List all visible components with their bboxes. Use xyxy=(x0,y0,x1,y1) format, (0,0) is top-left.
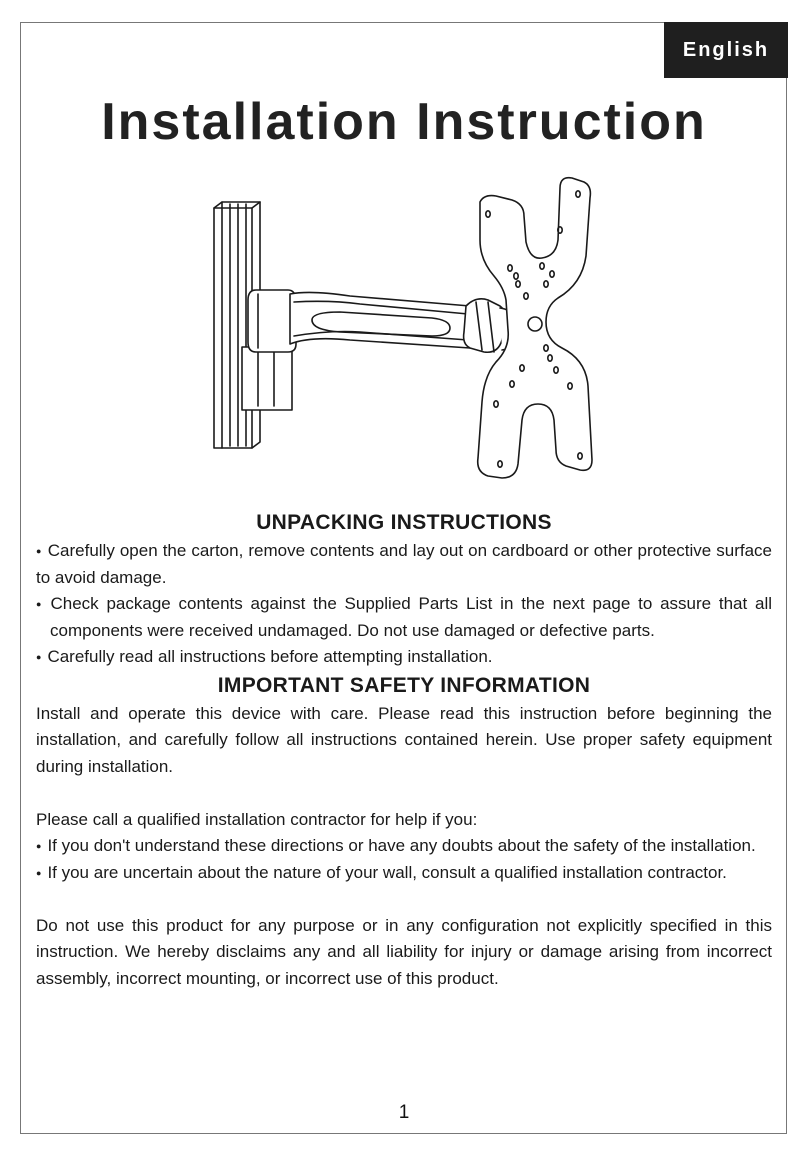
content xyxy=(36,508,772,992)
safety-heading: IMPORTANT SAFETY INFORMATION xyxy=(217,673,591,697)
safety-item: ● If you don't understand these directions or have any doubts about the safety of the installation. xyxy=(36,833,772,860)
contractor-call-text: Please call a qualified installation contractor for help if you: xyxy=(36,809,478,829)
safety-item: ● If you are uncertain about the nature of your wall, consult a qualified installation contractor. xyxy=(36,860,772,887)
unpacking-item: ● Check package contents against the Supplied Parts List in the next page to assure that all components were received undamaged. Do not use damaged or defective parts. xyxy=(36,591,772,644)
unpacking-item: ● Carefully read all instructions before attempting installation. xyxy=(36,644,772,671)
wall-hinge xyxy=(242,290,296,410)
page-title: Installation Instruction xyxy=(101,93,707,151)
disclaimer: Do not use this product for any purpose or in any configuration not explicitly specified in this instruction. We hereby disclaims any and all liability for injury or damage arising from incorrect assembly, incorrect mounting, or incorrect use of this product. xyxy=(36,915,772,988)
wall-mount-illustration xyxy=(200,172,610,488)
unpacking-heading: UNPACKING INSTRUCTIONS xyxy=(256,511,552,534)
swing-arm xyxy=(290,292,482,348)
language-tab: English xyxy=(664,22,788,78)
safety-intro: Install and operate this device with care. Please read this instruction before beginning the installation, and carefully follow all instructions contained herein. Use proper safety equipment during installation. xyxy=(36,703,772,776)
unpacking-item: ● Carefully open the carton, remove contents and lay out on cardboard or other protective surface to avoid damage. xyxy=(36,538,772,591)
page-number: 1 xyxy=(398,1102,410,1123)
